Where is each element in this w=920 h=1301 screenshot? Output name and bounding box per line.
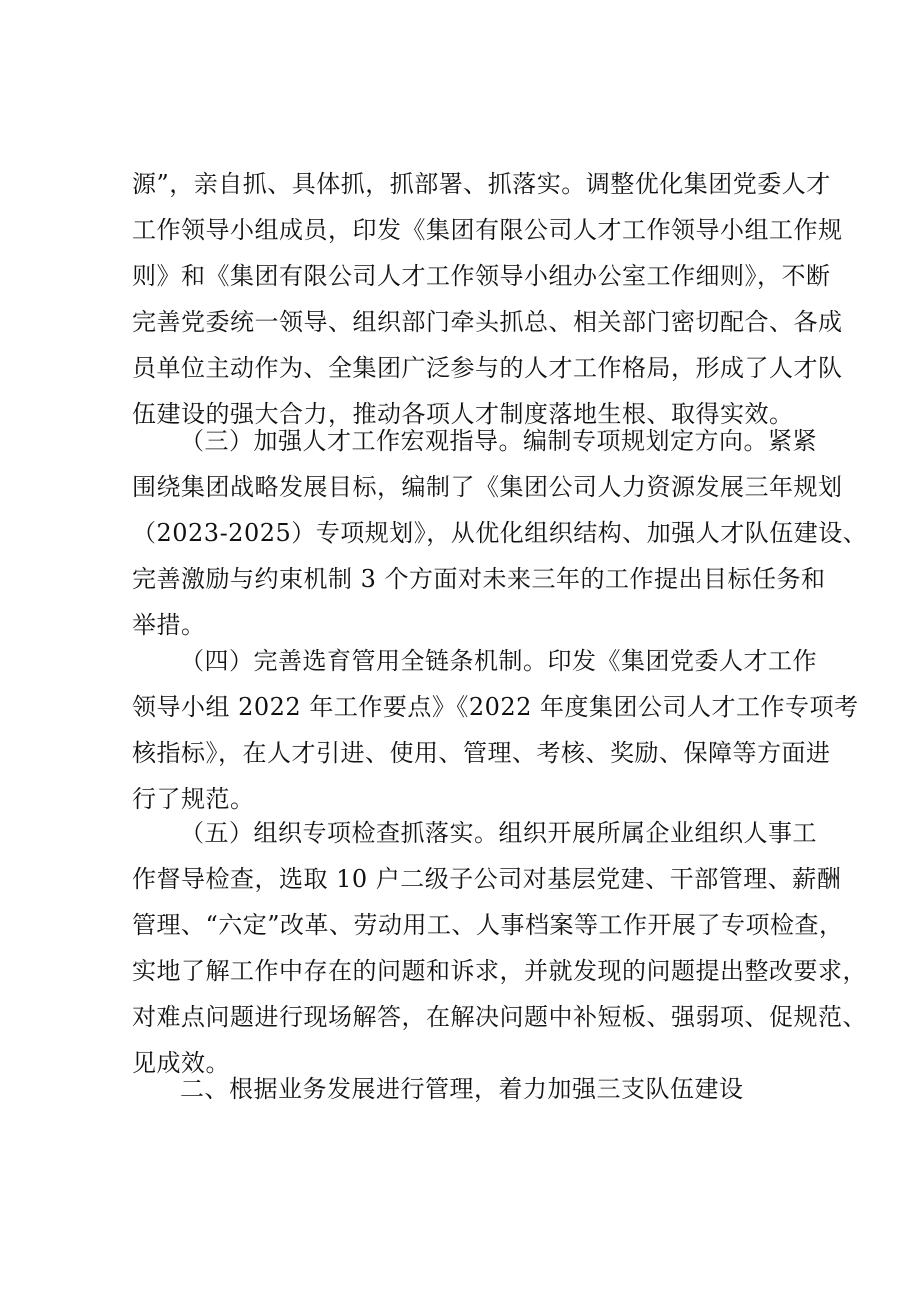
- text-line: 完善党委统一领导、组织部门牵头抓总、相关部门密切配合、各成: [132, 308, 843, 336]
- section-heading-2: [180, 1066, 744, 1112]
- text-line: 完善激励与约束机制 3 个方面对未来三年的工作提出目标任务和: [132, 565, 826, 593]
- text-line: （2023-2025）专项规划》，从优化组织结构、加强人才队伍建设、: [132, 519, 868, 547]
- heading-line: 二、根据业务发展进行管理，着力加强三支队伍建设: [180, 1075, 744, 1103]
- text-line: 管理、“六定”改革、劳动用工、人事档案等工作开展了专项检查，: [132, 911, 844, 939]
- text-line: （四）完善选育管用全链条机制。印发《集团党委人才工作: [180, 647, 817, 675]
- text-line: 作督导检查，选取 10 户二级子公司对基层党建、干部管理、薪酬: [132, 865, 842, 893]
- paragraph-section-5: [132, 810, 867, 1086]
- text-line: 见成效。: [132, 1049, 230, 1077]
- paragraph-section-3: [132, 418, 867, 648]
- text-line: 实地了解工作中存在的问题和诉求，并就发现的问题提出整改要求，: [132, 957, 867, 985]
- paragraph-section-4: [132, 638, 859, 822]
- text-line: 源”，亲自抓、具体抓，抓部署、抓落实。调整优化集团党委人才: [132, 170, 831, 198]
- text-line: 领导小组 2022 年工作要点》《2022 年度集团公司人才工作专项考: [132, 693, 859, 721]
- text-line: 对难点问题进行现场解答，在解决问题中补短板、强弱项、促规范、: [132, 1003, 867, 1031]
- text-line: 员单位主动作为、全集团广泛参与的人才工作格局，形成了人才队: [132, 354, 843, 382]
- text-line: 工作领导小组成员，印发《集团有限公司人才工作领导小组工作规: [132, 216, 843, 244]
- text-line: （三）加强人才工作宏观指导。编制专项规划定方向。紧紧: [180, 427, 817, 455]
- paragraph-continued: [132, 161, 843, 437]
- text-line: （五）组织专项检查抓落实。组织开展所属企业组织人事工: [180, 819, 817, 847]
- text-line: 围绕集团战略发展目标，编制了《集团公司人力资源发展三年规划: [132, 473, 843, 501]
- text-line: 伍建设的强大合力，推动各项人才制度落地生根、取得实效。: [132, 400, 794, 428]
- text-line: 行了规范。: [132, 785, 255, 813]
- text-line: 则》和《集团有限公司人才工作领导小组办公室工作细则》，不断: [132, 262, 831, 290]
- text-line: 核指标》，在人才引进、使用、管理、考核、奖励、保障等方面进: [132, 739, 831, 767]
- text-line: 举措。: [132, 611, 206, 639]
